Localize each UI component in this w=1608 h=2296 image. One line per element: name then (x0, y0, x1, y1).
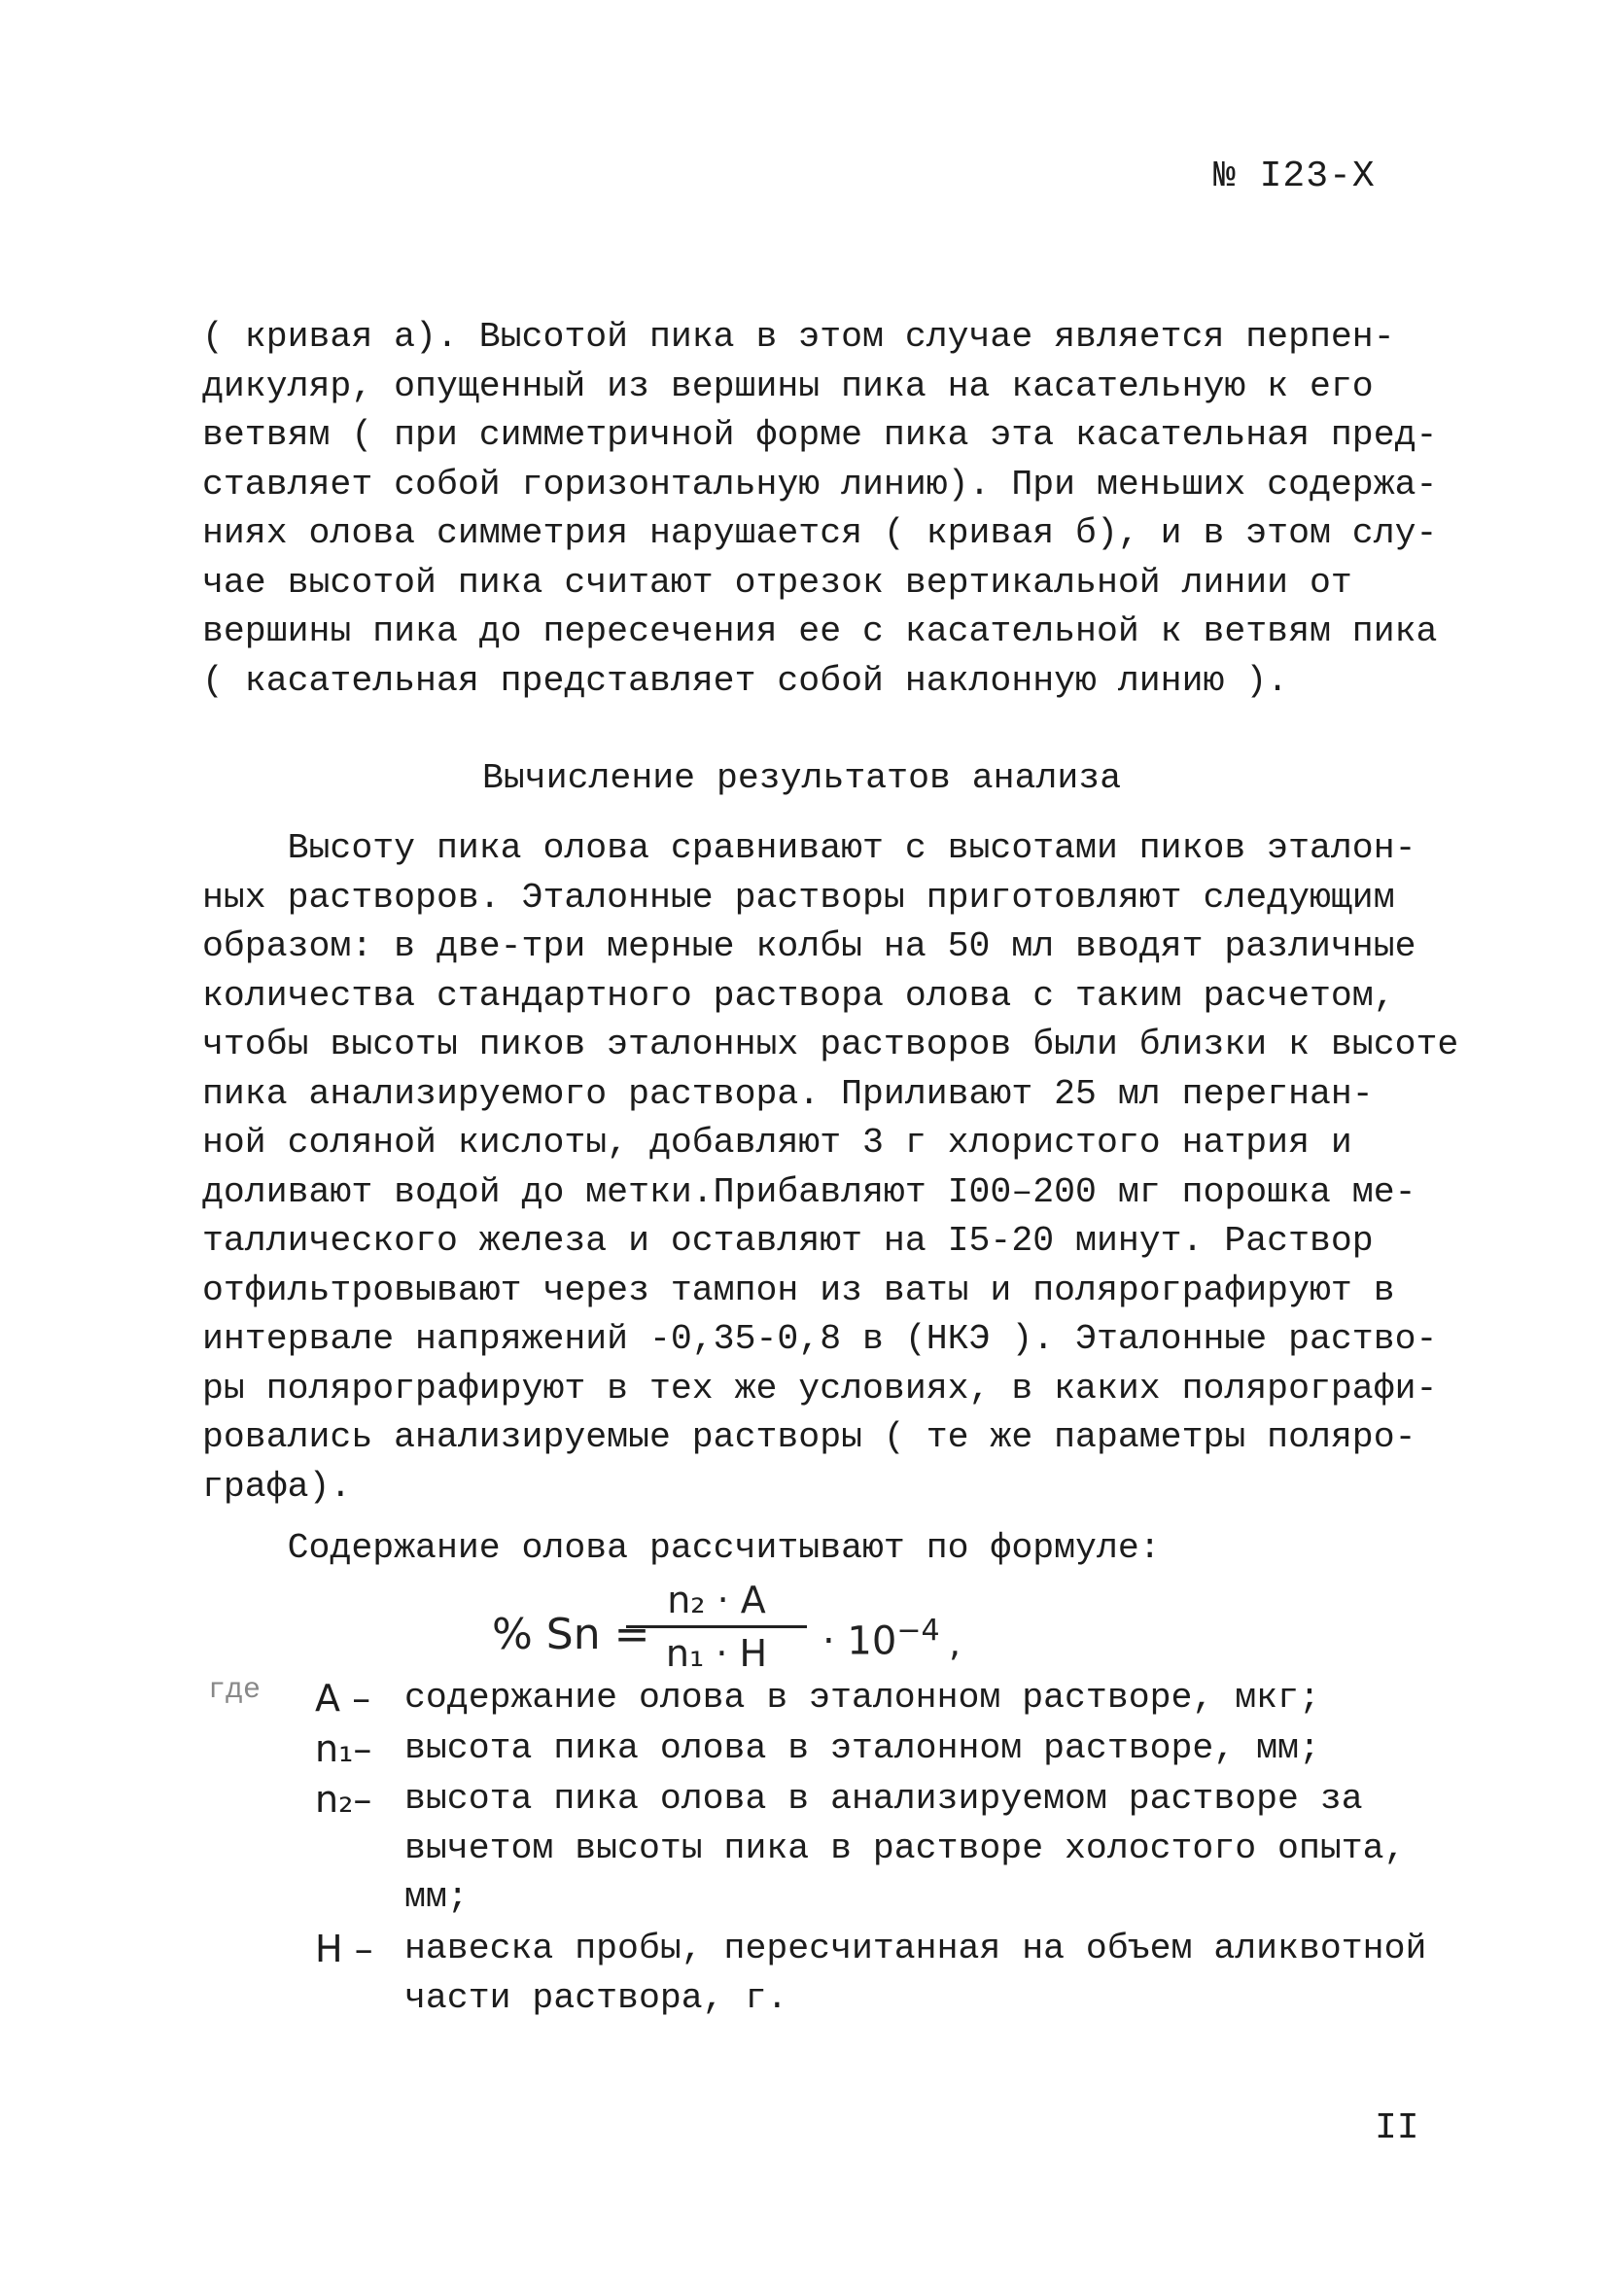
formula-multiplier (822, 1614, 940, 1663)
legend-description: высота пика олова в эталонном растворе, мм; (404, 1728, 1320, 1768)
section-title: Вычисление результатов анализа (482, 758, 1122, 798)
legend-symbol (315, 1674, 383, 1723)
legend-description: высота пика олова в анализируемом растворе за вычетом высоты пика в растворе холостого опыта, мм; (404, 1779, 1406, 1917)
legend-symbol (315, 1724, 383, 1774)
symbol-text: H (315, 1928, 343, 1970)
document-number: № I23-Х (1213, 156, 1376, 197)
formula-denominator: n₁ · H (665, 1632, 768, 1675)
legend-description: содержание олова в эталонном растворе, мкг; (404, 1678, 1320, 1718)
formula-multiplier-base: · 10 (822, 1618, 897, 1664)
fraction-bar (626, 1625, 807, 1628)
symbol-text: A (315, 1677, 340, 1720)
formula-lhs: % Sn = (492, 1610, 650, 1659)
formula-fraction (626, 1579, 807, 1675)
symbol-text: n₁ (315, 1727, 354, 1770)
legend-symbol (315, 1925, 383, 1974)
paragraph-peak-height: ( кривая а). Высотой пика в этом случае является перпен- дикуляр, опущенный из вершины пика на касательную к его ветвям ( при симметричной форме пика эта касательная пред- ставляет собой горизонтальную линию). При меньших содержа- ниях олова симметрия нарушается ( кривая б), и в этом слу- чае высотой пика считают отрезок вертикальной линии от вершины пика до пересечения ее с касательной к ветвям пика ( касательная представляет собой наклонную линию ). (202, 317, 1438, 701)
formula-numerator: n₂ · A (667, 1579, 766, 1621)
symbol-dash: – (354, 1928, 373, 1970)
symbol-dash: – (353, 1727, 372, 1770)
legend-symbol (315, 1775, 383, 1825)
legend-where-label: где (208, 1674, 262, 1707)
symbol-dash: – (353, 1778, 372, 1821)
paragraph-formula-intro: Содержание олова рассчитывают по формуле: (202, 1528, 1161, 1568)
paragraph-standard-solutions: Высоту пика олова сравнивают с высотами пиков эталон- ных растворов. Эталонные растворы приготовляют следующим образом: в две-три мерные колбы на 50 мл вводят различные количества стандартного раствора олова с таким расчетом, чтобы высоты пиков эталонных растворов были близки к высоте пика анализируемого раствора. Приливают 25 мл перегнан- ной соляной кислоты, добавляют 3 г хлористого натрия и доливают водой до метки.Прибавляют I00–200 мг порошка ме- таллического железа и оставляют на I5-20 минут. Раствор отфильтровывают через тампон из ваты и полярографируют в интервале напряжений -0,35-0,8 в (НКЭ ). Эталонные раство- ры полярографируют в тех же условиях, в каких полярографи- ровались анализируемые растворы ( те же параметры поляро- графа). (202, 828, 1459, 1507)
symbol-text: n₂ (315, 1778, 354, 1821)
page-number: II (1375, 2107, 1419, 2149)
formula-trailing-comma: , (949, 1621, 961, 1664)
symbol-dash: – (352, 1677, 371, 1720)
legend-description: навеска пробы, пересчитанная на объем аликвотной части раствора, г. (404, 1929, 1427, 2018)
formula-exponent: −4 (896, 1614, 940, 1648)
